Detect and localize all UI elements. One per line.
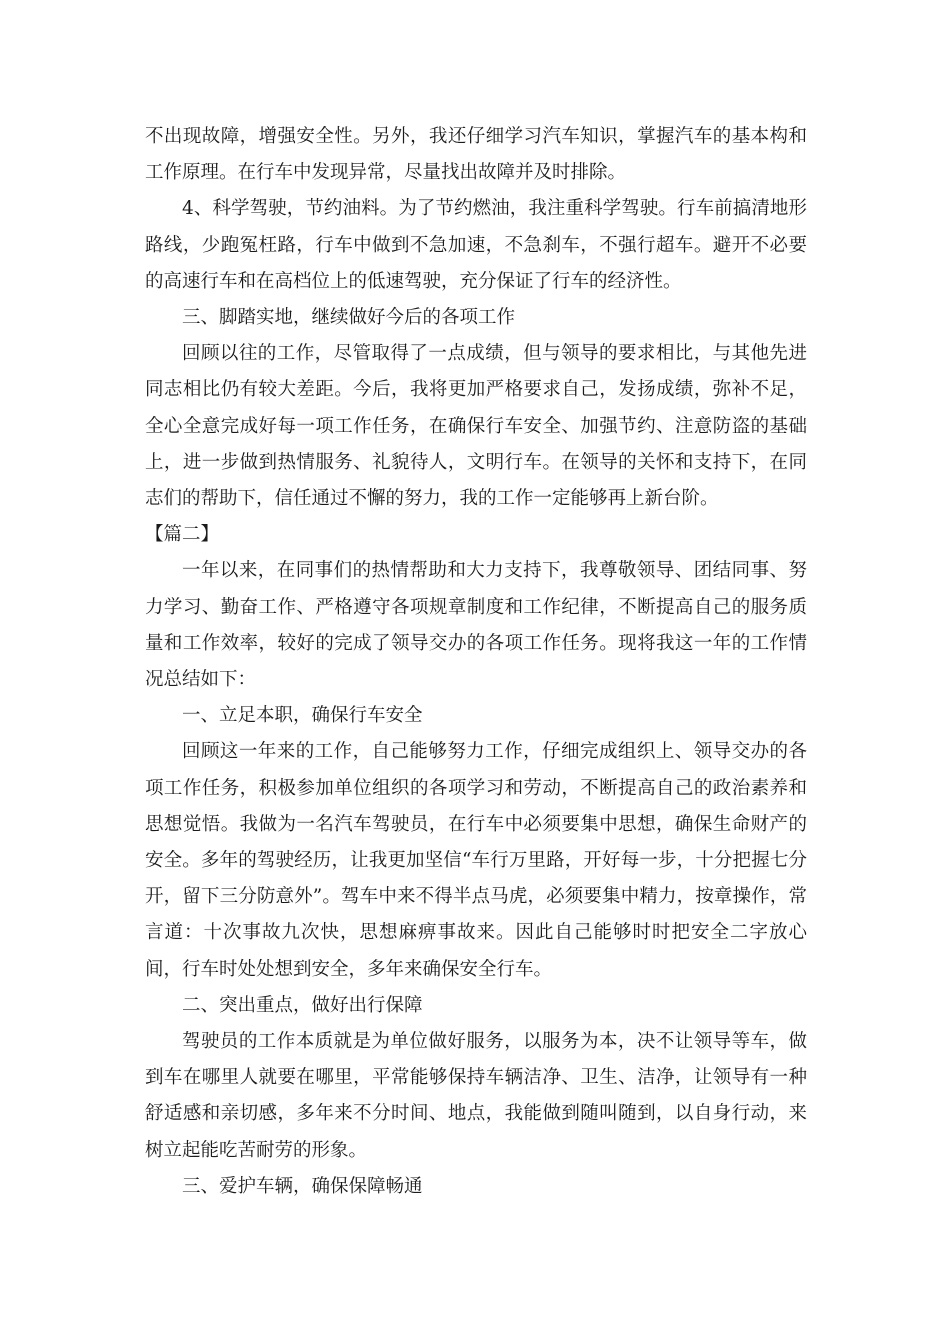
section-heading-vehicle-care: 三、爱护车辆，确保保障畅通 bbox=[182, 1175, 423, 1197]
paragraph-intro: 一年以来，在同事们的热情帮助和大力支持下，我尊敬领导、团结同事、努力学习、勤奋工作、严格遵守各项规章制度和工作纪律，不断提高自己的服务质量和工作效率，较好的完成了领导交办的各项工作任务。现将我这一年的工作情况总结如下： bbox=[145, 560, 807, 691]
section-heading-travel-support: 二、突出重点，做好出行保障 bbox=[182, 994, 423, 1016]
section-heading-future-work: 三、脚踏实地，继续做好今后的各项工作 bbox=[182, 307, 516, 329]
paragraph-service: 驾驶员的工作本质就是为单位做好服务，以服务为本，决不让领导等车，做到车在哪里人就要在哪里，平常能够保持车辆洁净、卫生、洁净，让领导有一种舒适感和亲切感，多年来不分时间、地点，我能做到随叫随到，以自身行动，来树立起能吃苦耐劳的形象。 bbox=[145, 1031, 807, 1161]
paragraph-safety: 回顾这一年来的工作，自己能够努力工作，仔细完成组织上、领导交办的各项工作任务，积极参加单位组织的各项学习和劳动，不断提高自己的政治素养和思想觉悟。我做为一名汽车驾驶员，在行车中必须要集中思想，确保生命财产的安全。多年的驾驶经历，让我更加坚信“车行万里路，开好每一步，十分把握七分开，留下三分防意外”。驾车中来不得半点马虎，必须要集中精力，按章操作，常言道：十次事故九次快，思想麻痹事故来。因此自己能够时时把安全二字放心间，行车时处处想到安全，多年来确保安全行车。 bbox=[145, 741, 807, 980]
part-two-heading: 【篇二】 bbox=[145, 524, 220, 546]
paragraph-review: 回顾以往的工作，尽管取得了一点成绩，但与领导的要求相比，与其他先进同志相比仍有较大差距。今后，我将更加严格要求自己，发扬成绩，弥补不足，全心全意完成好每一项工作任务，在确保行车安全、加强节约、注意防盗的基础上，进一步做到热情服务、礼貌待人，文明行车。在领导的关怀和支持下，在同志们的帮助下，信任通过不懈的努力，我的工作一定能够再上新台阶。 bbox=[145, 343, 807, 510]
document-body bbox=[145, 119, 807, 1205]
paragraph-fuel-saving: 4、科学驾驶，节约油料。为了节约燃油，我注重科学驾驶。行车前搞清地形路线，少跑冤枉路，行车中做到不急加速，不急刹车，不强行超车。避开不必要的高速行车和在高档位上的低速驾驶，充分保证了行车的经济性。 bbox=[145, 198, 807, 292]
paragraph-continuation: 不出现故障，增强安全性。另外，我还仔细学习汽车知识，掌握汽车的基本构和工作原理。在行车中发现异常，尽量找出故障并及时排除。 bbox=[145, 126, 807, 184]
section-heading-safety: 一、立足本职，确保行车安全 bbox=[182, 705, 423, 727]
